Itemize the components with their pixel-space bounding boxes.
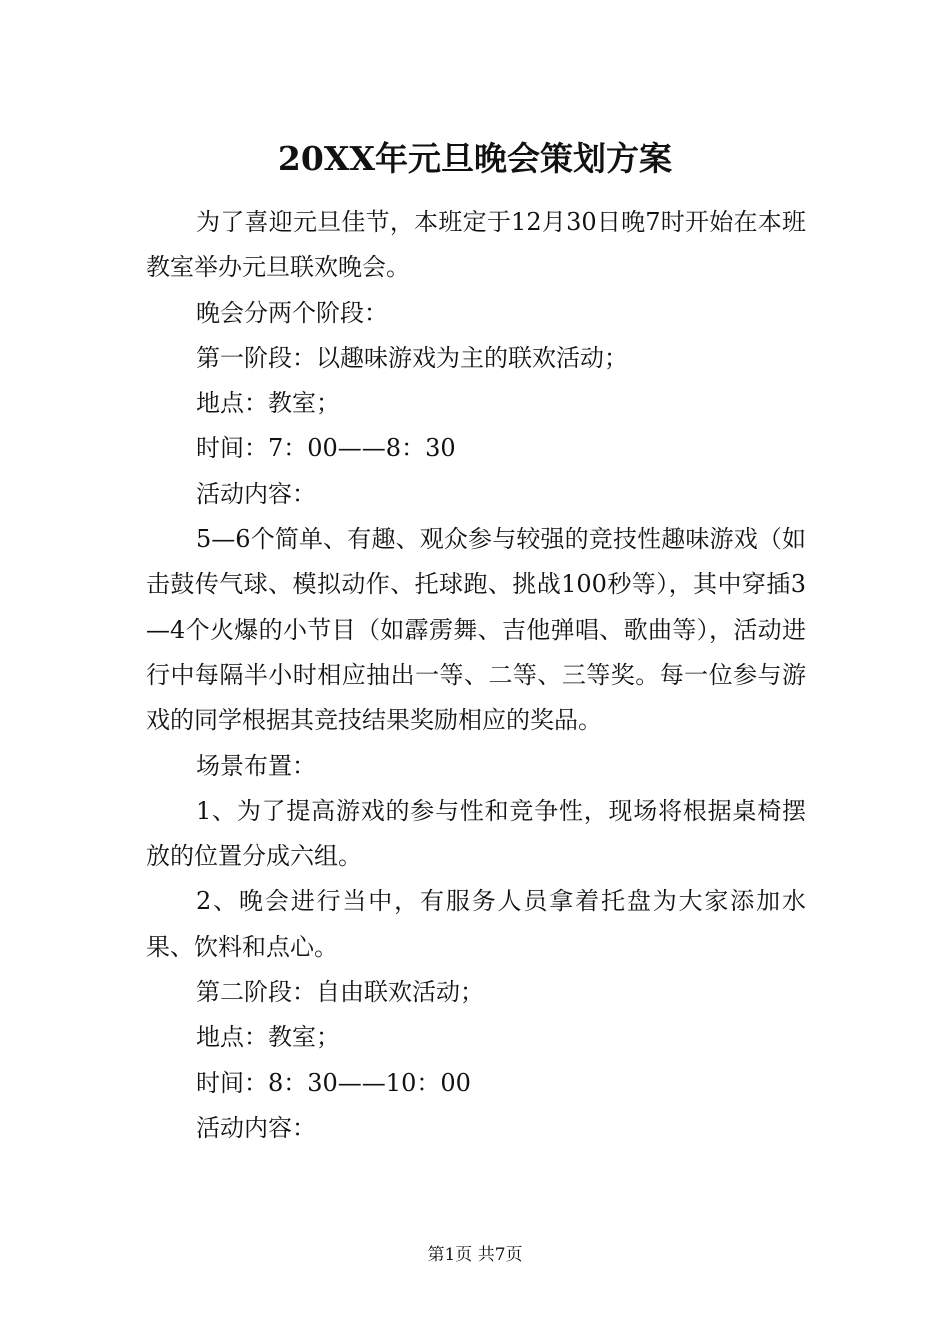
paragraph-scene-item-2: 2、晚会进行当中，有服务人员拿着托盘为大家添加水果、饮料和点心。 — [146, 887, 806, 961]
paragraph-scene-item-1: 1、为了提高游戏的参与性和竞争性，现场将根据桌椅摆放的位置分成六组。 — [146, 796, 806, 871]
paragraph-stage-one: 第一阶段：以趣味游戏为主的联欢活动； — [196, 343, 628, 372]
paragraph-content-heading-two: 活动内容： — [196, 1113, 316, 1142]
document-title: 20XX年元旦晚会策划方案 — [277, 139, 673, 178]
paragraph-time-one: 时间：7：00——8：30 — [196, 434, 456, 463]
paragraph-stages: 晚会分两个阶段： — [196, 298, 388, 327]
paragraph-location-two: 地点：教室； — [196, 1023, 340, 1052]
paragraph-content-one: 5—6个简单、有趣、观众参与较强的竞技性趣味游戏（如击鼓传气球、模拟动作、托球跑、挑战100秒等），其中穿插3—4个火爆的小节目（如霹雳舞、吉他弹唱、歌曲等），活动进行中每隔半小时相应抽出一等、二等、三等奖。每一位参与游戏的同学根据其竞技结果奖励相应的奖品。 — [146, 525, 806, 735]
paragraph-stage-two: 第二阶段：自由联欢活动； — [196, 978, 484, 1007]
document-body — [146, 200, 806, 1151]
paragraph-scene-heading: 场景布置： — [196, 751, 316, 780]
paragraph-intro: 为了喜迎元旦佳节，本班定于12月30日晚7时开始在本班教室举办元旦联欢晚会。 — [146, 208, 806, 282]
paragraph-location-one: 地点：教室； — [196, 389, 340, 418]
page-footer: 第1页 共7页 — [427, 1245, 523, 1265]
paragraph-content-heading-one: 活动内容： — [196, 479, 316, 508]
paragraph-time-two: 时间：8：30——10：00 — [196, 1068, 471, 1097]
